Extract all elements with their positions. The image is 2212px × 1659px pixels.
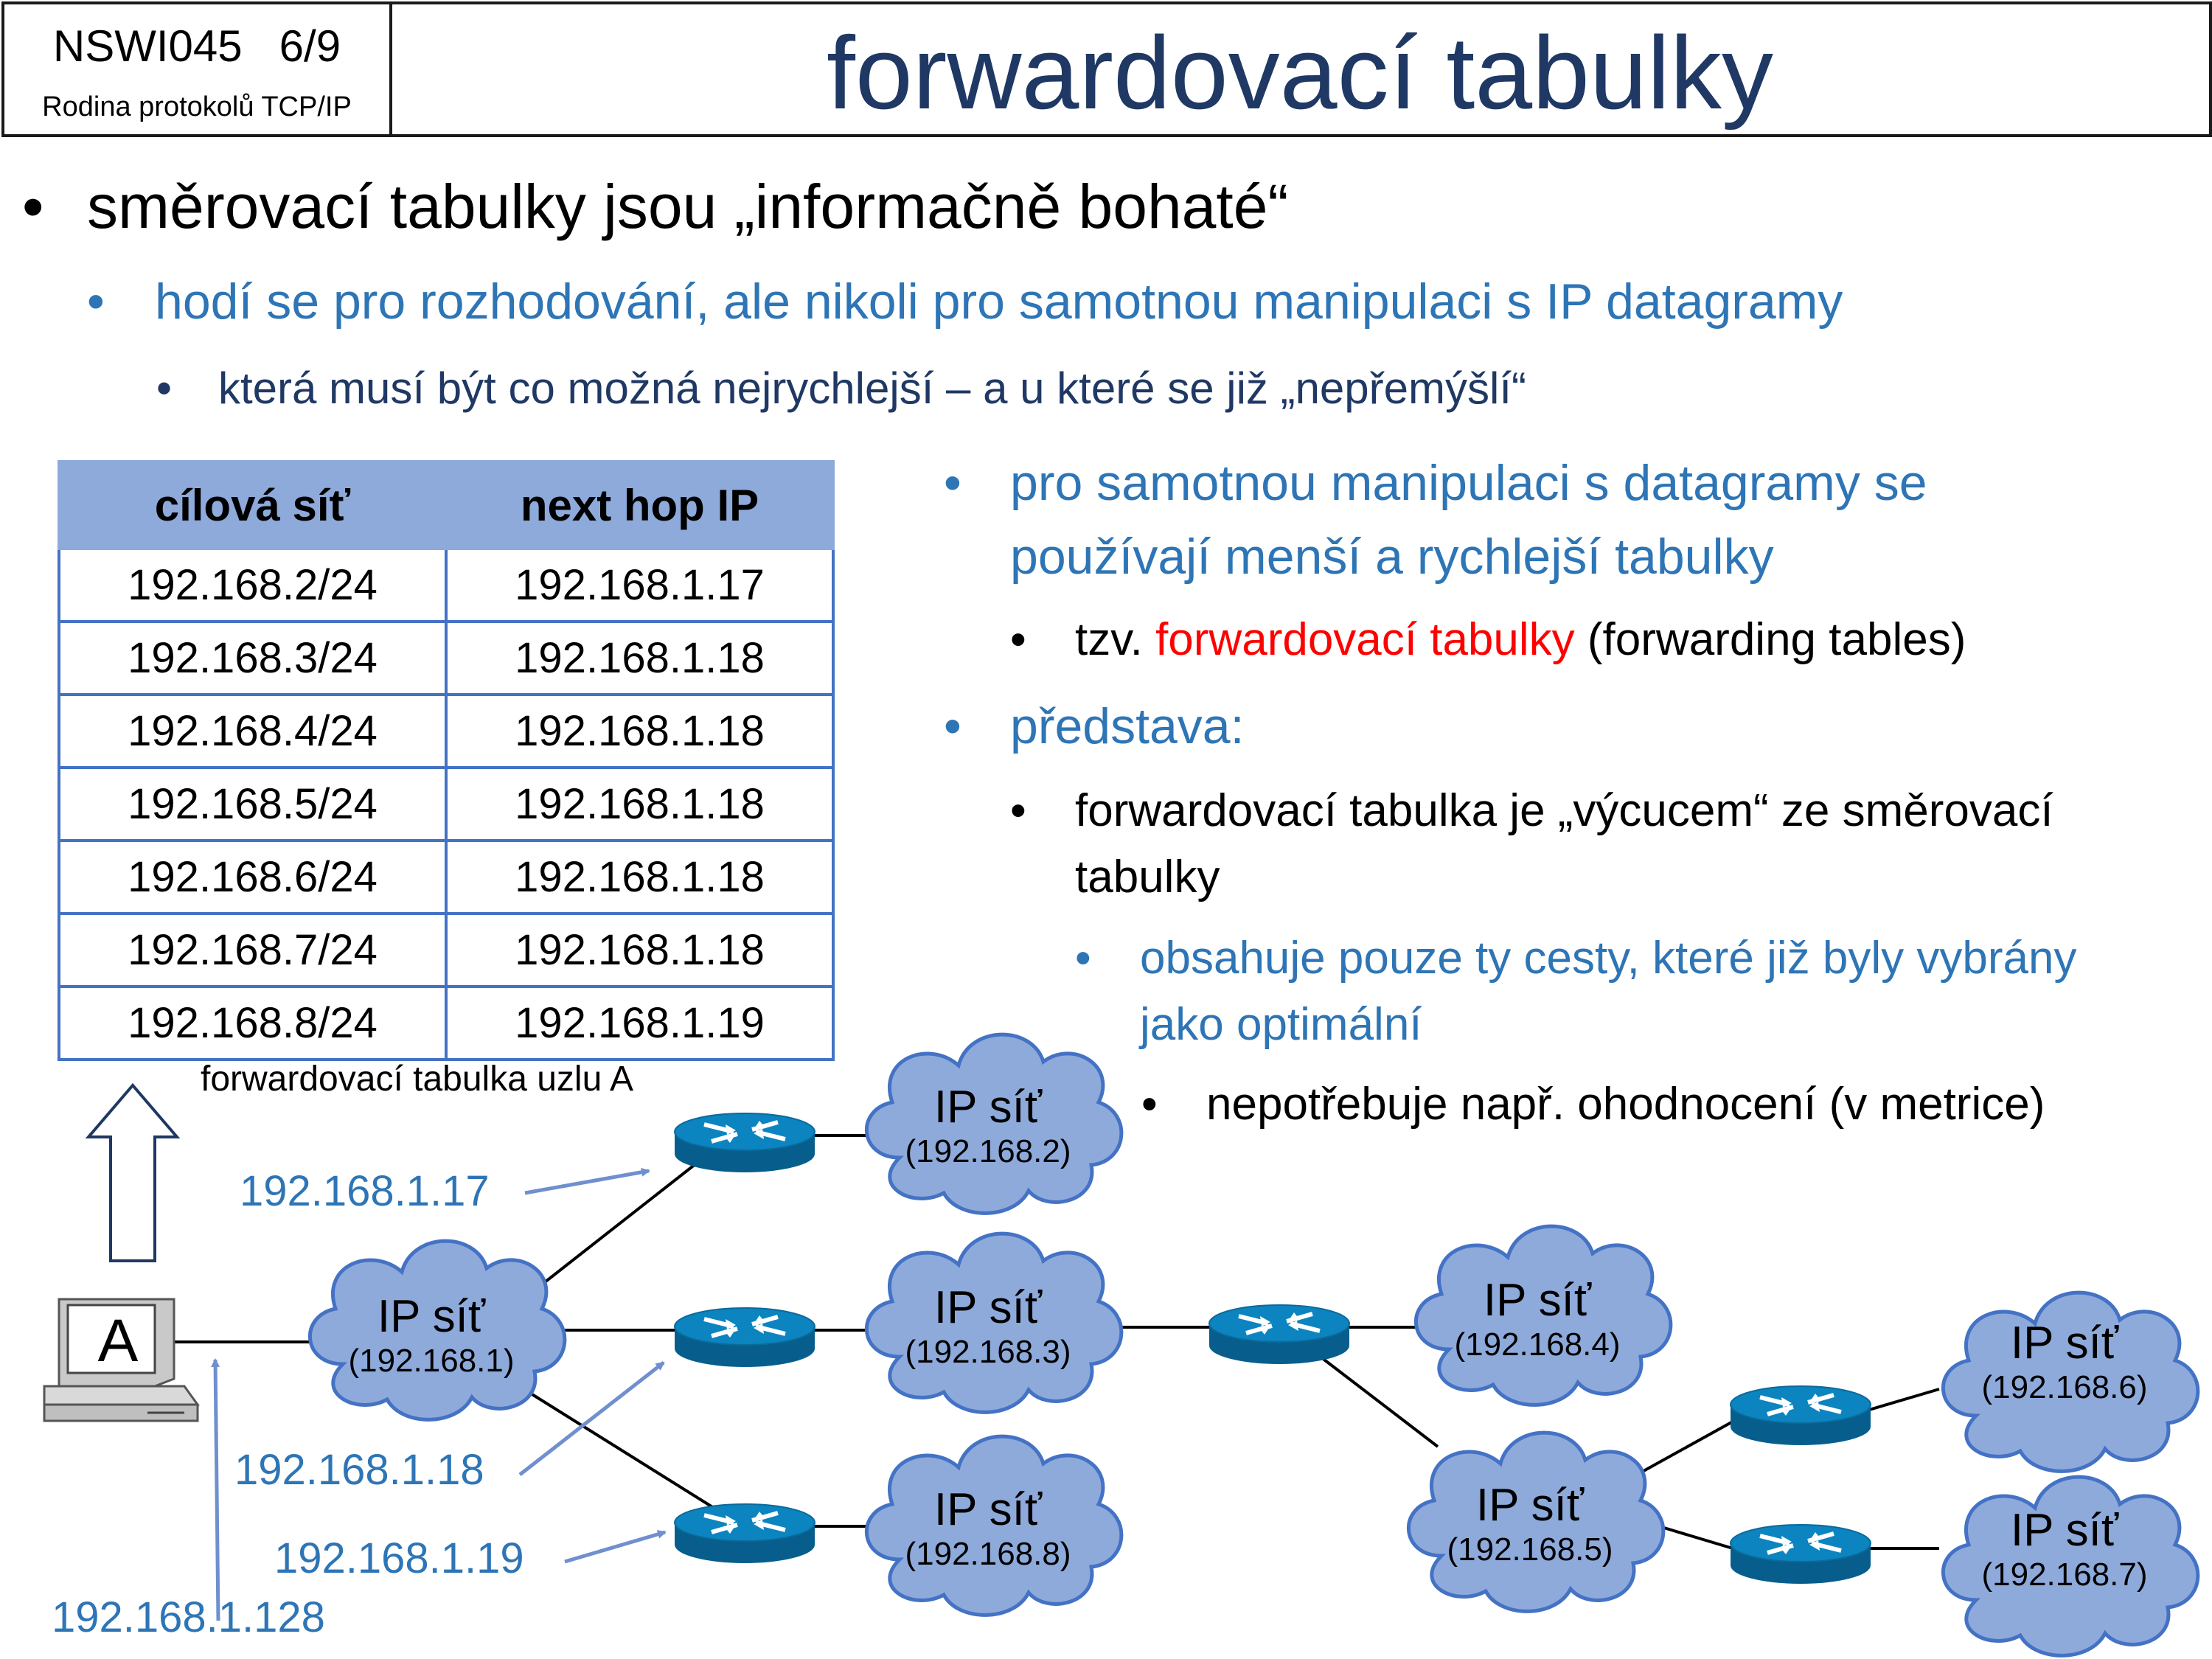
ip-label-router3: 192.168.1.19 [274, 1534, 524, 1582]
forwarding-term: forwardovací tabulky [1155, 614, 1575, 665]
bullet-smaller-tables-line1: pro samotnou manipulaci s datagramy se [1010, 455, 1927, 511]
cloud-label [877, 1484, 1099, 1573]
cloud-name: IP síť [2010, 1505, 2119, 1556]
router-icon [1209, 1305, 1349, 1364]
cell-next-hop: 192.168.1.18 [446, 622, 833, 695]
bullet-dot: • [1141, 1079, 1158, 1130]
cell-next-hop: 192.168.1.18 [446, 841, 833, 914]
cloud-label [1427, 1274, 1648, 1363]
cloud-name: IP síť [933, 1282, 1043, 1333]
cloud-subnet: (192.168.1) [348, 1343, 515, 1379]
course-name: Rodina protokolů TCP/IP [42, 91, 352, 122]
up-arrow-icon [88, 1085, 177, 1261]
bullet-extract-line1: forwardovací tabulka je „výcucem“ ze směrovací [1075, 785, 2053, 836]
router-icon [675, 1308, 815, 1367]
bullet-dot: • [944, 698, 961, 754]
router-icon [675, 1504, 815, 1563]
header-destination: cílová síť [59, 462, 446, 549]
cell-destination: 192.168.2/24 [59, 549, 446, 622]
bullet-optimal-line2: jako optimální [1140, 999, 1422, 1050]
cloud-subnet: (192.168.6) [1981, 1369, 2148, 1405]
cell-destination: 192.168.6/24 [59, 841, 446, 914]
cell-next-hop: 192.168.1.19 [446, 987, 833, 1060]
cloud-subnet: (192.168.7) [1981, 1557, 2148, 1593]
forwarding-suffix: (forwarding tables) [1574, 614, 1966, 665]
cloud-subnet: (192.168.8) [905, 1536, 1071, 1572]
router-icon [1731, 1525, 1871, 1584]
bullet-dot: • [156, 364, 173, 413]
ip-label-router2: 192.168.1.18 [234, 1446, 484, 1494]
cloud-subnet: (192.168.3) [905, 1334, 1071, 1370]
cell-destination: 192.168.5/24 [59, 768, 446, 841]
cell-next-hop: 192.168.1.18 [446, 768, 833, 841]
ip-label-host: 192.168.1.128 [52, 1593, 325, 1641]
cloud-subnet: (192.168.4) [1454, 1326, 1621, 1363]
cell-next-hop: 192.168.1.18 [446, 695, 833, 768]
slide-title: forwardovací tabulky [827, 15, 1773, 131]
ip-label-router1: 192.168.1.17 [240, 1167, 490, 1215]
bullet-dot: • [1075, 933, 1091, 984]
cloud-label [1954, 1504, 2175, 1593]
cell-destination: 192.168.8/24 [59, 987, 446, 1060]
cloud-name: IP síť [377, 1291, 486, 1342]
cloud-name: IP síť [933, 1484, 1043, 1535]
host-label: A [97, 1307, 139, 1374]
bullet-no-metric: nepotřebuje např. ohodnocení (v metrice) [1206, 1079, 2045, 1130]
bullet-idea: představa: [1010, 698, 1245, 754]
course-code: NSWI045 6/9 [52, 21, 341, 71]
cloud-name: IP síť [1483, 1275, 1592, 1326]
router-icon [675, 1113, 815, 1172]
cloud-name: IP síť [933, 1082, 1043, 1133]
cloud-label [1954, 1317, 2175, 1406]
header-next-hop: next hop IP [446, 462, 833, 549]
cloud-label [321, 1290, 542, 1380]
bullet-decision-making: hodí se pro rozhodování, ale nikoli pro samotnou manipulaci s IP datagramy [155, 274, 1843, 330]
bullet-dot: • [1010, 614, 1026, 665]
cloud-label [877, 1081, 1099, 1170]
bullet-smaller-tables-line2: používají menší a rychlejší tabulky [1010, 529, 1774, 585]
table-caption: forwardovací tabulka uzlu A [201, 1060, 633, 1099]
cloud-label [877, 1281, 1099, 1371]
cloud-name: IP síť [2010, 1318, 2119, 1368]
bullet-dot: • [1010, 785, 1026, 836]
cloud-name: IP síť [1475, 1480, 1585, 1531]
bullet-dot: • [87, 274, 105, 330]
cell-destination: 192.168.4/24 [59, 695, 446, 768]
bullet-extract-line2: tabulky [1075, 852, 1220, 902]
cloud-subnet: (192.168.2) [905, 1133, 1071, 1169]
bullet-routing-tables: směrovací tabulky jsou „informačně bohaté“ [87, 172, 1289, 241]
bullet-fastest: která musí být co možná nejrychlejší – a u které se již „nepřemýšlí“ [218, 364, 1526, 413]
bullet-dot: • [944, 455, 961, 511]
cell-next-hop: 192.168.1.17 [446, 549, 833, 622]
bullet-dot: • [22, 172, 44, 241]
cloud-subnet: (192.168.5) [1447, 1531, 1613, 1568]
cell-next-hop: 192.168.1.18 [446, 914, 833, 987]
router-icon [1731, 1386, 1871, 1445]
cloud-label [1419, 1479, 1641, 1568]
forwarding-prefix: tzv. [1075, 614, 1156, 665]
cell-destination: 192.168.3/24 [59, 622, 446, 695]
cell-destination: 192.168.7/24 [59, 914, 446, 987]
bullet-optimal-line1: obsahuje pouze ty cesty, které již byly vybrány [1140, 933, 2077, 984]
